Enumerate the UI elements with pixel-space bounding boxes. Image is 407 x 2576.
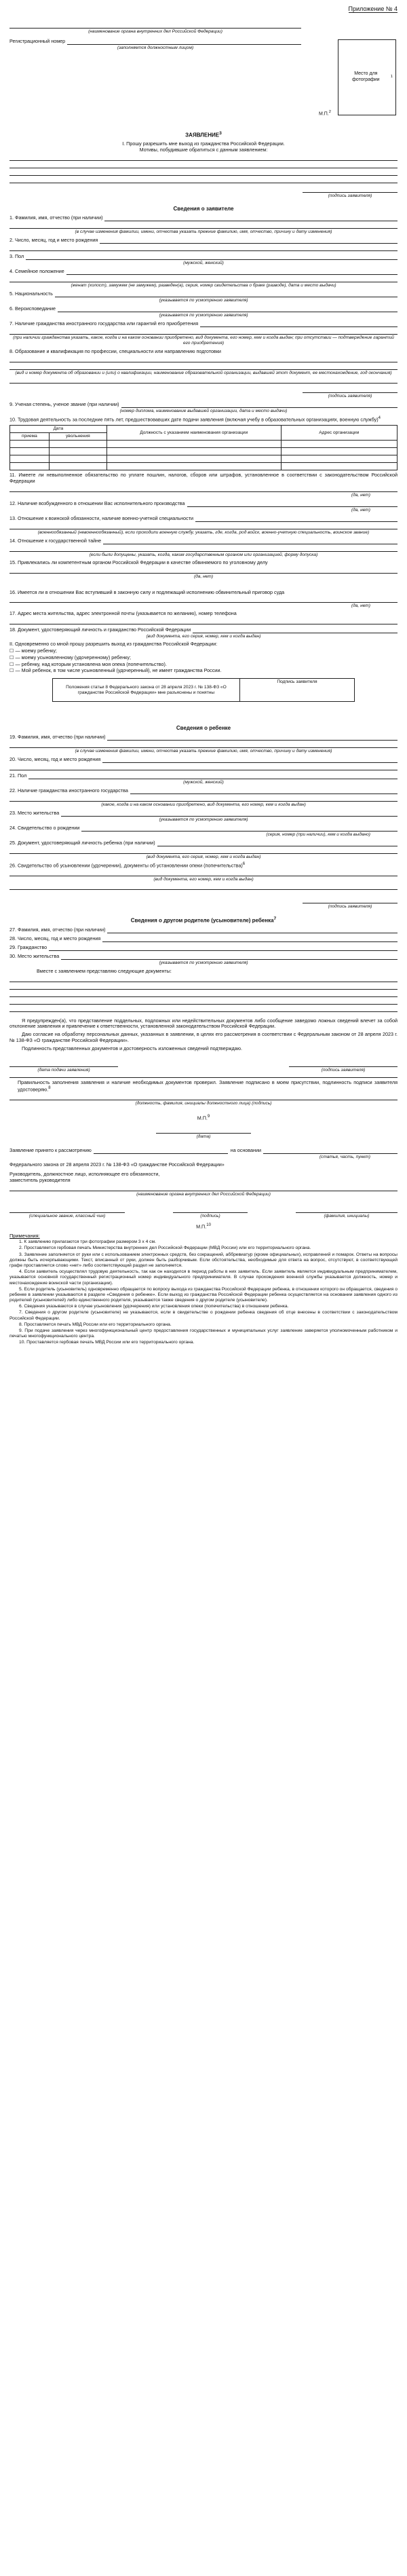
- org-caption: (наименование органа внутренних дел Российской Федерации): [88, 29, 222, 34]
- reg-caption: (заполняется должностным лицом): [117, 45, 194, 50]
- field-4-input[interactable]: [66, 269, 398, 275]
- field-14-caption: (если были допущены, указать, когда, каким государственным органом или организацией, форму допуска): [89, 552, 318, 557]
- field-29-input[interactable]: [49, 945, 398, 951]
- law-reference: Федерального закона от 28 апреля 2023 г. № 138-ФЗ «О гражданстве Российской Федерации»: [9, 1161, 225, 1168]
- note-item: 6. Сведения указываются в случае усыновления (удочерения) или установления опеки (попечительства) в отношении ребенка.: [19, 1304, 289, 1309]
- checkbox-adopted-child[interactable]: ☐ — моему усыновленному (удочеренному) ребенку;: [9, 654, 131, 660]
- field-24-caption: (серия, номер (при наличии), кем и когда выдано): [266, 832, 370, 838]
- application-date-field[interactable]: [9, 1060, 118, 1067]
- field-16: 16. Имеется ли в отношении Вас вступивший в законную силу и подлежащий исполнению обвинительный приговор суда: [9, 589, 285, 595]
- official-name-caption: (должность, фамилия, инициалы должностного лица) (подпись): [135, 1101, 272, 1106]
- field-25-input[interactable]: [157, 840, 398, 846]
- documents-line-2[interactable]: [9, 982, 398, 990]
- photo-label: Место для фотографии: [352, 71, 380, 82]
- field-9: 9. Ученая степень, ученое звание (при наличии): [9, 402, 398, 408]
- field-1-input[interactable]: [104, 215, 398, 221]
- field-14-input[interactable]: [103, 538, 398, 544]
- motives-line-3[interactable]: [9, 168, 398, 176]
- applicant-signature-1-caption: (подпись заявителя): [328, 393, 372, 398]
- reg-number-field[interactable]: [67, 39, 301, 45]
- warning-signature-caption: (подпись заявителя): [321, 1068, 366, 1073]
- field-26-caption: (вид документа, его номер, кем и когда выдан): [153, 877, 254, 882]
- note-item: 8. Проставляется печать МВД России или его территориального органа.: [19, 1322, 172, 1327]
- header-area: [9, 13, 301, 51]
- field-8-line-1[interactable]: [9, 355, 398, 362]
- stamp-mark: М.П.$^2$: [318, 110, 331, 117]
- warning-paragraph: Я предупрежден(а), что представление поддельных, подложных или недействительных документов либо сообщение заведомо ложных сведений влечет за собой отклонение заявления и привлечение к ответственности, установленной законодательством Российской Федерации.: [9, 1017, 398, 1030]
- notes-list: [9, 1239, 398, 1345]
- accepted-date-field[interactable]: [94, 1148, 228, 1154]
- field-6: 6. Вероисповедание: [9, 306, 398, 312]
- child-section-title: Сведения о ребенке: [176, 725, 231, 732]
- field-1-caption: (в случае изменения фамилии, имени, отчества указать прежние фамилию, имя, отчество, причину и дату изменения): [75, 229, 332, 234]
- reg-label: Регистрационный номер: [9, 38, 66, 45]
- field-3-input[interactable]: [26, 254, 398, 260]
- applicant-section-title: Сведения о заявителе: [173, 206, 234, 212]
- field-8-line-3[interactable]: [9, 376, 398, 384]
- field-9-input[interactable]: [121, 402, 398, 408]
- field-15-caption: (да, нет): [193, 574, 214, 579]
- field-26-line-2[interactable]: [9, 882, 398, 890]
- field-2: 2. Число, месяц, год и место рождения: [9, 238, 398, 244]
- accepted-label: Заявление принято к рассмотрению: [9, 1146, 92, 1153]
- field-9-caption: (номер диплома, наименование выдавшей организации, дата и место выдачи): [119, 408, 288, 413]
- head-signature-row: [9, 1206, 398, 1219]
- field-8: 8. Образование и квалификация по профессии, специальности или направлению подготовки: [9, 348, 221, 354]
- rank-field[interactable]: [9, 1206, 125, 1213]
- head-signature-caption: (подпись): [200, 1214, 220, 1219]
- field-7-line[interactable]: [9, 327, 398, 335]
- work-table-row[interactable]: [10, 441, 398, 448]
- note-item: 7. Сведения о другом родителе (усыновителе) не указываются, если в свидетельстве о рождении ребенка сведения об отце внесены в соответствии с законодательством Российской Федерации.: [9, 1310, 398, 1321]
- field-11-caption: (да, нет): [351, 492, 370, 498]
- head-name-field[interactable]: [296, 1206, 398, 1213]
- form-title: ЗАЯВЛЕНИЕ$^3$: [185, 131, 222, 138]
- statute-signature-label: Подпись заявителя: [277, 679, 317, 685]
- field-20-line[interactable]: [9, 763, 398, 770]
- note-item: 1. К заявлению прилагаются три фотографии размером 3 х 4 см.: [19, 1239, 156, 1245]
- field-20: 20. Число, месяц, год и место рождения: [9, 757, 398, 763]
- official-date-caption: (дата): [196, 1134, 211, 1139]
- work-table-row[interactable]: [10, 448, 398, 455]
- field-22: 22. Наличие гражданства иностранного государства: [9, 788, 398, 794]
- section-ii: II. Одновременно со мной прошу разрешить выход из гражданства Российской Федерации:: [9, 641, 218, 648]
- work-table-position-header: Должность с указанием наименования организации: [106, 426, 281, 441]
- field-24: 24. Свидетельство о рождении: [9, 825, 398, 832]
- field-7: 7. Наличие гражданства иностранного государства или гарантий его приобретения: [9, 321, 398, 327]
- documents-line-3[interactable]: [9, 990, 398, 997]
- confirmation-paragraph: Подлинность представленных документов и достоверность изложенных сведений подтверждаю.: [22, 1045, 243, 1051]
- field-22-line[interactable]: [9, 794, 398, 802]
- intro-signature-caption: (подпись заявителя): [328, 193, 372, 198]
- field-4-caption: (женат (холост), замужем (не замужем), разведен(а), серия, номер свидетельства о браке (разводе), дата и место выдачи): [71, 282, 336, 288]
- field-21: 21. Пол: [9, 773, 398, 779]
- head-name-caption: (фамилия, инициалы): [324, 1214, 370, 1219]
- application-date-caption: (дата подачи заявления): [37, 1068, 90, 1073]
- field-15-line[interactable]: [9, 566, 398, 574]
- field-26: 26. Свидетельство об усыновлении (удочерении), документы об установлении опеки (попечительства)$^6$: [9, 862, 246, 869]
- field-27: 27. Фамилия, имя, отчество (при наличии): [9, 927, 398, 933]
- field-25-line[interactable]: [9, 846, 398, 854]
- photo-box: Место для фотографии 1: [338, 39, 396, 115]
- field-26-line[interactable]: [9, 869, 398, 876]
- field-1: 1. Фамилия, имя, отчество (при наличии): [9, 215, 398, 221]
- field-12: 12. Наличие возбужденного в отношении Вас исполнительного производства: [9, 501, 398, 507]
- field-13-input[interactable]: [195, 516, 398, 522]
- field-24-input[interactable]: [81, 825, 398, 832]
- field-25: 25. Документ, удостоверяющий личность ребенка (при наличии): [9, 840, 398, 846]
- field-11-line[interactable]: [9, 485, 398, 492]
- work-history-table: [9, 425, 398, 470]
- field-25-caption: (вид документа, его серия, номер, кем и когда выдан): [146, 855, 261, 860]
- work-table-in-header: приема: [10, 433, 50, 441]
- checkbox-no-citizenship[interactable]: ☐ — Мой ребенок, в том числе усыновленный (удочеренный), не имеет гражданства России.: [9, 667, 222, 674]
- checkbox-own-child[interactable]: ☐ — моему ребенку;: [9, 648, 57, 654]
- warning-signature-field[interactable]: [289, 1060, 398, 1067]
- field-23: 23. Место жительства: [9, 810, 398, 817]
- documents-line-4[interactable]: [9, 997, 398, 1005]
- consent-paragraph: Даю согласие на обработку персональных данных, указанных в заявлении, в целях его рассмотрения в соответствии с Федеральным законом от 28 апреля 2023 г. № 138-ФЗ «О гражданстве Российской Федерации».: [9, 1031, 398, 1043]
- statute-signature-cell[interactable]: [239, 679, 354, 702]
- note-item: 3. Заявление заполняется от руки или с использованием электронных средств, без сокращений, аббревиатур (кроме официальных), исправлений и помарок. Ответы на вопросы должны быть исчерпывающими. Текст, вписанный от руки, должен быть разборчивым. Если обстоятельства, необходимые для ответа на вопрос, отсутствуют, в соответствующей графе проставляется слово «нет» либо соответствующий раздел не заполняется.: [9, 1252, 398, 1268]
- intro-request: I. Прошу разрешить мне выход из гражданства Российской Федерации.: [122, 141, 285, 147]
- work-table-out-header: увольнения: [49, 433, 106, 441]
- field-4-line[interactable]: [9, 275, 398, 282]
- official-check-paragraph: Правильность заполнения заявления и наличие необходимых документов проверил. Заявление подписано в моем присутствии, подлинность подписи заявителя удостоверяю.$^8$: [18, 1079, 398, 1093]
- basis-caption: (статья, часть, пункт): [319, 1154, 370, 1159]
- field-13-line[interactable]: [9, 522, 398, 529]
- field-11: 11. Имеете ли невыполненное обязательство по уплате пошлин, налогов, сборов или штрафов, установленное в соответствии с законодательством Российской Федерации: [9, 472, 398, 484]
- documents-list-label: Вместе с заявлением представляю следующие документы:: [37, 967, 172, 974]
- field-8-line-2[interactable]: [9, 362, 398, 370]
- field-3: 3. Пол: [9, 254, 398, 260]
- motives-line-4[interactable]: [9, 176, 398, 183]
- field-5-caption: (указывается по усмотрению заявителя): [159, 297, 248, 303]
- field-20-input[interactable]: [102, 757, 398, 763]
- intro-signature-field[interactable]: [303, 186, 398, 193]
- field-19-input[interactable]: [107, 734, 398, 741]
- field-6-input[interactable]: [58, 306, 398, 312]
- field-13: 13. Отношение к воинской обязанности, наличие военно-учетной специальности: [9, 516, 398, 522]
- applicant-signature-1[interactable]: [303, 386, 398, 393]
- reg-number-row: [9, 39, 301, 45]
- field-14-line[interactable]: [9, 544, 398, 552]
- note-item: 2. Проставляется гербовая печать Министерства внутренних дел Российской Федерации (МВД России) или его территориального органа.: [19, 1246, 311, 1251]
- field-19-caption: (в случае изменения фамилии, имени, отчества указать прежние фамилию, имя, отчество, причину и дату изменения): [75, 748, 332, 753]
- field-18-input[interactable]: [193, 627, 398, 633]
- field-16-caption: (да, нет): [351, 603, 370, 609]
- field-22-caption: (какое, когда и на каком основании приобретено, вид документа, его номер, кем и когда выдан): [101, 802, 306, 807]
- rank-caption: (специальное звание, классный чин): [28, 1214, 106, 1219]
- field-21-caption: (мужской, женский): [183, 779, 224, 785]
- documents-line-1[interactable]: [9, 975, 398, 982]
- work-table-address-header: Адрес организации: [281, 426, 397, 441]
- field-22-input[interactable]: [130, 788, 398, 794]
- field-13-caption: (военнообязанный (невоеннообязанный), если проходили военную службу, указать, где, когда, род войск, военно-учетную специальность, воинское звание): [37, 529, 370, 535]
- field-12-input[interactable]: [187, 501, 398, 507]
- field-19: 19. Фамилия, имя, отчество (при наличии): [9, 734, 398, 741]
- work-table-row[interactable]: [10, 455, 398, 463]
- field-17: 17. Адрес места жительства, адрес электронной почты (указывается по желанию), номер телефона: [9, 610, 237, 617]
- appendix-label: Приложение № 4: [348, 5, 398, 12]
- field-19-line[interactable]: [9, 741, 398, 748]
- documents-line-5[interactable]: [9, 1005, 398, 1012]
- child-signature-caption: (подпись заявителя): [328, 904, 372, 910]
- field-12-caption: (да, нет): [351, 507, 370, 512]
- head-org-caption: (наименование органа внутренних дел Российской Федерации): [136, 1192, 271, 1197]
- field-16-line[interactable]: [9, 595, 398, 603]
- basis-label: на основании: [230, 1146, 262, 1153]
- head-official-label: Руководитель, должностное лицо, исполняющее его обязанности, заместитель руководителя: [9, 1171, 160, 1184]
- field-18: 18. Документ, удостоверяющий личность и гражданство Российской Федерации: [9, 627, 398, 633]
- motives-line-1[interactable]: [9, 153, 398, 161]
- official-section: [9, 1077, 398, 1230]
- note-item: 5. Если родитель (усыновитель) одновременно обращается по вопросу выхода из гражданства Российской Федерации ребенка, в отношении которого он обращается, сведения о ребенке в заявлении указываются в разделе «Сведения о ребенке». Если выход из гражданства Российской Федерации ребенка осуществляется на основании заявления одного из родителей (усыновителей) либо единственного родителя, указываются также сведения о другом родителе (усыновителе).: [9, 1286, 398, 1303]
- field-28-input[interactable]: [102, 936, 398, 942]
- accepted-row: [9, 1148, 398, 1154]
- field-30: 30. Место жительства: [9, 954, 398, 960]
- field-30-input[interactable]: [61, 954, 398, 960]
- field-18-caption: (вид документа, его серия, номер, кем и когда выдан): [146, 634, 261, 639]
- field-7-caption: (при наличии гражданства указать, какое, когда и на каком основании приобретено, вид документа, его номер, кем и когда выдан; при отсутствии — подтверждение гарантий его приобретения): [13, 335, 394, 346]
- field-5-input[interactable]: [55, 291, 398, 297]
- official-date-field[interactable]: [156, 1126, 251, 1134]
- field-2-line[interactable]: [9, 244, 398, 251]
- parent-section-title: Сведения о другом родителе (усыновителе) ребенка$^7$: [130, 916, 277, 924]
- intro-motives: Мотивы, побудившие обратиться с данным заявлением:: [139, 147, 268, 153]
- head-stamp-mark: М.П.$^{10}$: [196, 1223, 211, 1230]
- checkbox-guardianship-child[interactable]: ☐ — ребенку, над которым установлена моя опека (попечительство).: [9, 660, 167, 667]
- field-6-caption: (указывается по усмотрению заявителя): [159, 312, 248, 318]
- field-30-caption: (указывается по усмотрению заявителя): [159, 960, 248, 965]
- warning-signature-row: [9, 1060, 398, 1073]
- field-29: 29. Гражданство: [9, 945, 398, 951]
- note-item: 9. При подаче заявления через многофункциональный центр предоставления государственных и муниципальных услуг заявление заверяется уполномоченным работником и печатью многофункционального центра.: [9, 1328, 398, 1339]
- field-27-input[interactable]: [107, 927, 398, 933]
- field-23-input[interactable]: [61, 810, 398, 817]
- field-28: 28. Число, месяц, год и место рождения: [9, 936, 398, 942]
- notes-title: Примечания:: [9, 1233, 40, 1239]
- field-2-input[interactable]: [100, 238, 398, 244]
- field-8-caption: (вид и номер документа об образовании и (или) о квалификации, наименование образовательной организации, выдавшей этот документ, ее местонахождение, год окончания): [15, 370, 392, 375]
- statute-table: [52, 678, 355, 702]
- official-name-line[interactable]: [9, 1093, 398, 1100]
- field-5: 5. Национальность: [9, 291, 398, 297]
- head-signature-field[interactable]: [173, 1206, 248, 1213]
- note-item: 10. Проставляется гербовая печать МВД России или его территориального органа.: [19, 1340, 195, 1345]
- field-4: 4. Семейное положение: [9, 269, 398, 275]
- official-stamp-mark: М.П.$^9$: [197, 1115, 210, 1121]
- org-name-line[interactable]: [9, 21, 301, 29]
- field-21-input[interactable]: [28, 773, 398, 779]
- work-table-row[interactable]: [10, 463, 398, 470]
- statute-text: Положения статьи 8 Федерального закона от 28 апреля 2023 г. № 138-ФЗ «О гражданстве Российской Федерации» мне разъяснены и понятны: [52, 679, 239, 702]
- field-1-line[interactable]: [9, 221, 398, 229]
- field-23-caption: (указывается по усмотрению заявителя): [159, 817, 248, 822]
- note-item: 4. Если заявитель осуществлял трудовую деятельность, так как он находился в период работы в них заявитель. Если заявитель является индивидуальным предпринимателем, указывается основной государственный регистрационный номер индивидуального предпринимателя. В случае прохождения военной службы указывается должность, номер и местонахождение воинской части (организации).: [9, 1269, 398, 1286]
- field-17-line[interactable]: [9, 617, 398, 624]
- field-3-caption: (мужской, женский): [183, 260, 224, 265]
- field-14: 14. Отношение к государственной тайне: [9, 538, 398, 544]
- head-org-line[interactable]: [9, 1184, 398, 1191]
- motives-line-2[interactable]: [9, 161, 398, 168]
- basis-field[interactable]: [263, 1148, 398, 1154]
- field-15: 15. Привлекались ли компетентным органом Российской Федерации в качестве обвиняемого по уголовному делу: [9, 559, 268, 565]
- child-signature-field[interactable]: [303, 897, 398, 903]
- work-table-date-header: Дата: [10, 426, 107, 433]
- field-10: 10. Трудовая деятельность за последние пять лет, предшествовавших дате подачи заявления (включая учебу в образовательных организациях, военную службу)$^4$: [9, 415, 381, 423]
- field-7-input[interactable]: [200, 321, 398, 327]
